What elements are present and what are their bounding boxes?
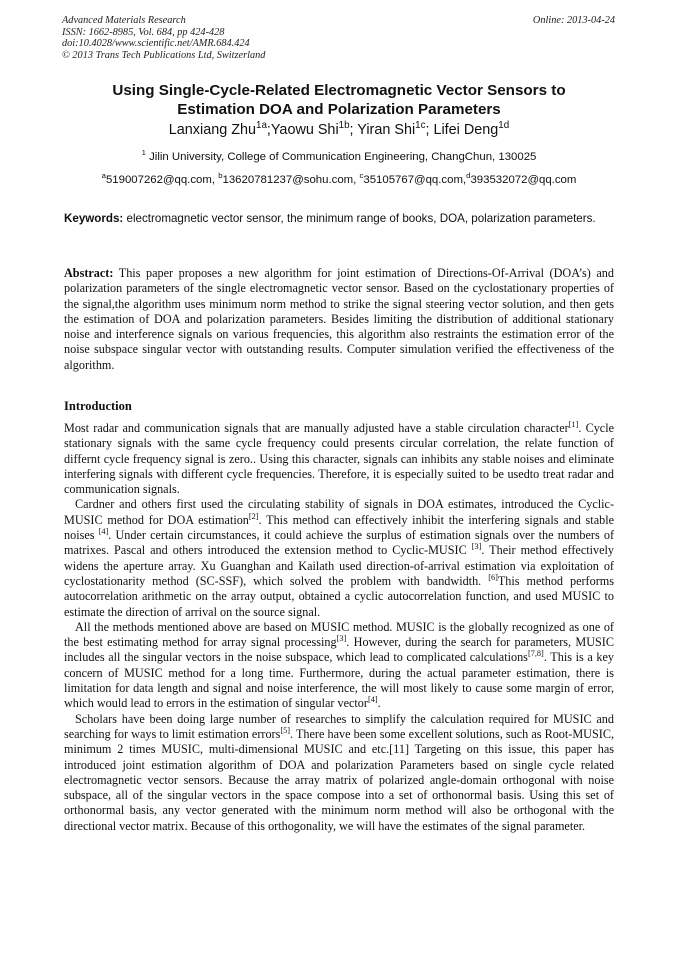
author-affil-mark: 1c: [415, 120, 426, 132]
paragraph-text: .: [377, 696, 381, 711]
copyright-line: © 2013 Trans Tech Publications Ltd, Switzerland: [62, 49, 266, 61]
paragraph-text: This method performs autocorrelation arithmetic on the array output, obtained a cyclic autocorrelation function, and used MUSIC to estimate the direction of arrival on the source signal.: [64, 573, 614, 619]
issn-line: ISSN: 1662-8985, Vol. 684, pp 424-428: [62, 26, 225, 38]
email-mark: a: [101, 171, 106, 181]
author-name: Yaowu Shi: [270, 122, 339, 138]
paragraph-text: Cardner and others first used the circulating stability of signals in DOA estimates, introduced the Cyclic-MUSIC method for DOA estimation: [64, 497, 614, 527]
author-name: Yiran Shi: [357, 122, 416, 138]
author-name: Lifei Deng: [433, 122, 499, 138]
paragraph: [64, 712, 614, 834]
author-name: Lanxiang Zhu: [168, 122, 257, 138]
email-list: [40, 173, 638, 187]
paragraph-text: . Their method effectively widens the aperture array. Xu Guanghan and Kailath used direction-of-arrival estimation via exploitation of cyclostationarity method (SC-SSF), which solved the problem with bandwidth.: [64, 543, 614, 588]
doi-line[interactable]: doi:10.4028/www.scientific.net/AMR.684.424: [62, 38, 250, 49]
online-date: Online: 2013-04-24: [532, 15, 615, 26]
journal-header: [62, 15, 265, 61]
author-separator: ;: [425, 122, 434, 138]
affiliation-text: Jilin University, College of Communication Engineering, ChangChun, 130025: [149, 151, 537, 163]
paragraph-text: . This is a key concern of MUSIC method for a long time. Furthermore, during the actual parameter estimation, there is limitation for data length and signal and noise interference, the will most likely to cause some margin of error, which would lead to errors in the estimation of singular vector: [64, 650, 615, 711]
abstract-label: Abstract:: [64, 266, 114, 280]
email-address[interactable]: 13620781237@sohu.com,: [222, 174, 360, 186]
paragraph: [64, 421, 614, 497]
email-mark: d: [466, 171, 471, 181]
paragraph: [64, 497, 614, 619]
citation[interactable]: [5]: [280, 725, 291, 735]
email-address[interactable]: 519007262@qq.com,: [105, 174, 219, 186]
section-heading-introduction: Introduction: [64, 399, 132, 413]
author-affil-mark: 1d: [498, 120, 510, 132]
citation[interactable]: [4]: [367, 695, 378, 705]
abstract-text: This paper proposes a new algorithm for joint estimation of Directions-Of-Arrival (DOA’s) and polarization parameters of the single electromagnetic vector sensor. Based on the cyclostationary properties of the signal,the algorithm uses minimum norm method to strike the signal steering vector solution, and then gets the estimation of DOA and polarization parameters. Besides limiting the distribution of additional stationary noise and interference signals on various frequencies, this algorithm also restraints the estimation error of the noise subspace singular vector with outstanding results. Computer simulation verified the effectiveness of the algorithm.: [64, 266, 614, 372]
paragraph-text: Most radar and communication signals that are manually adjusted have a stable circulation character: [64, 421, 569, 435]
paragraph-text: . However, during the search for parameters, MUSIC includes all the singular vectors in the noise subspace, which lead to complicated calculations: [64, 635, 614, 665]
paragraph-text: All the methods mentioned above are based on MUSIC method. MUSIC is the globally recognized as one of the best estimating method for array signal processing: [64, 619, 614, 650]
title-line-1: Using Single-Cycle-Related Electromagnetic Vector Sensors to: [112, 82, 566, 99]
introduction-body: [64, 421, 614, 834]
title-line-2: Estimation DOA and Polarization Parameters: [177, 101, 501, 118]
citation[interactable]: [2]: [248, 511, 259, 521]
paper-title: [40, 81, 638, 119]
email-mark: b: [218, 171, 223, 181]
affiliation: [40, 150, 638, 164]
author-separator: ;: [349, 122, 358, 138]
journal-name: Advanced Materials Research: [62, 15, 186, 26]
paragraph-text: . There have been some excellent solutions, such as Root-MUSIC, minimum 2 times MUSIC, multi-dimensional MUSIC and etc.[11] Targeting on this issue, this paper has introduced joint estimation algorithm of DOA and polarization Parameters based on single cycle related electromagnetic vector sensors. Because the array matrix of polarized angle-domain orthogonal with noise subspace, all of the singular vectors in the space compose into a set of orthonormal basis. Using this set of orthonormal basis, any vector generated with the minimum norm method will also be orthogonal with the directional vector matrix. Because of this orthogonality, we will have the estimates of the signal parameter.: [64, 726, 614, 833]
author-affil-mark: 1b: [338, 120, 350, 132]
paragraph-text: Scholars have been doing large number of researches to simplify the calculation required for MUSIC and searching for ways to limit estimation errors: [64, 711, 614, 741]
paragraph-text: . This method can effectively inhibit the interfering signals and stable noises: [64, 512, 614, 543]
paragraph: [64, 620, 614, 712]
citation[interactable]: [3]: [471, 542, 482, 552]
email-address[interactable]: 35105767@qq.com,: [363, 174, 467, 186]
citation[interactable]: [6]: [488, 572, 498, 582]
citation[interactable]: [3]: [336, 634, 347, 644]
citation[interactable]: [7,8]: [527, 649, 544, 659]
email-mark: c: [359, 171, 364, 181]
abstract: [64, 266, 614, 373]
paragraph-text: . Under certain circumstances, it could achieve the surplus of estimation signals over the numbers of matrixes. Pascal and others introduced the extension method to Cyclic-MUSIC: [64, 528, 614, 558]
author-separator: ;: [266, 122, 271, 138]
keywords: [64, 212, 614, 227]
paragraph-text: . Cycle stationary signals with the same cycle frequency could presents circular correlation, the relate function of differnt cycle frequency signal is zero.. Using this character, signals can inhibits any stable noises and eliminate interfering signals with different cycle frequencies. Therefore, it is especially suited to be usedto treat radar and communication signals.: [64, 421, 615, 497]
affiliation-mark: 1: [141, 148, 146, 158]
keywords-text: electromagnetic vector sensor, the minimum range of books, DOA, polarization parameters.: [126, 212, 596, 225]
citation[interactable]: [4]: [98, 527, 109, 537]
email-address[interactable]: 393532072@qq.com: [470, 174, 577, 186]
author-list: [40, 121, 638, 139]
citation[interactable]: [1]: [568, 419, 579, 429]
keywords-label: Keywords:: [64, 212, 124, 225]
author-affil-mark: 1a: [256, 120, 267, 132]
